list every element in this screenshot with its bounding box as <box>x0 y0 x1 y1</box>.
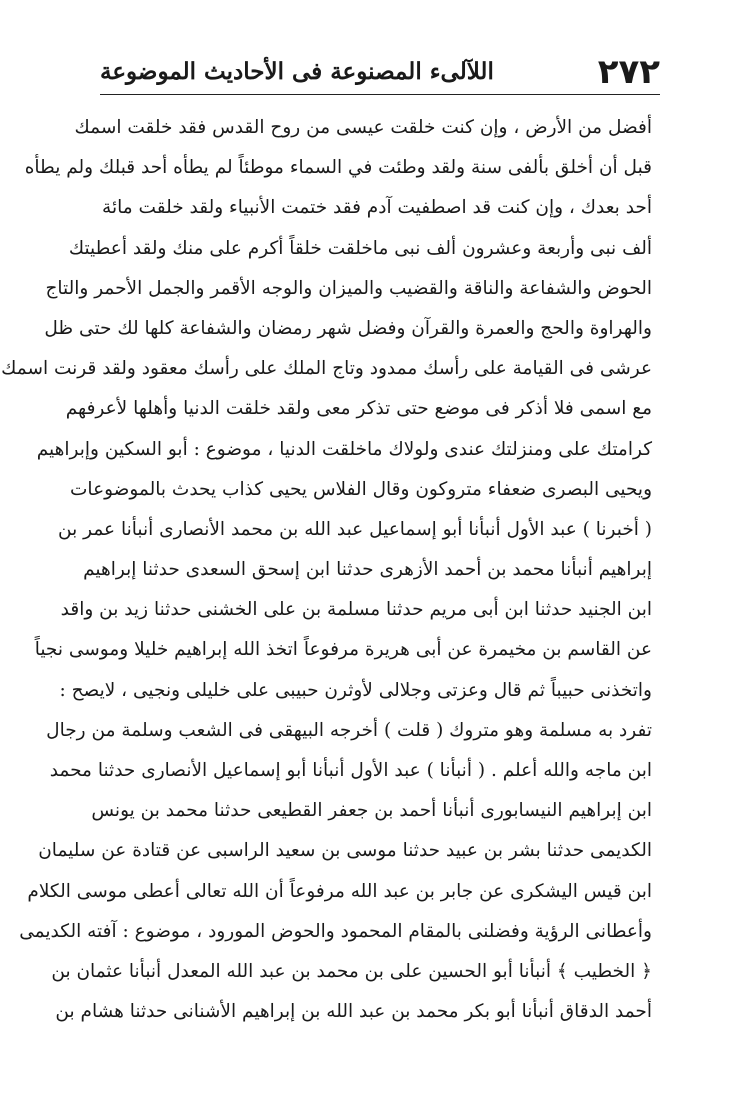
text-line: أفضل من الأرض ، وإن كنت خلقت عيسى من روح القدس فقد خلقت اسمك <box>74 117 652 138</box>
text-line: ألف نبى وأربعة وعشرون ألف نبى ماخلقت خلقاً أكرم على منك ولقد أعطيتك <box>68 237 652 259</box>
page-header <box>100 50 660 92</box>
text-line: ابن قيس اليشكرى عن جابر بن عبد الله مرفوعاً أن الله تعالى أعطى موسى الكلام <box>27 880 652 902</box>
text-line: الكديمى حدثنا بشر بن عبيد حدثنا موسى بن سعيد الراسبى عن قتادة عن سليمان <box>38 840 652 862</box>
text-line: مع اسمى فلا أذكر فى موضع حتى تذكر معى ولقد خلقت الدنيا وأهلها لأعرفهم <box>65 398 652 420</box>
text-line: ( أخبرنا ) عبد الأول أنبأنا أبو إسماعيل عبد الله بن محمد الأنصارى أنبأنا عمر بن <box>58 518 652 540</box>
body-text <box>1 108 652 1032</box>
text-line: واتخذنى حبيباً ثم قال وعزتى وجلالى لأوثرن حبيبى على خليلى ونجيى ، لايصح : <box>59 679 652 701</box>
text-line: ﴿ الخطيب ﴾ أنبأنا أبو الحسين على بن محمد بن عبد الله المعدل أنبأنا عثمان بن <box>51 960 652 982</box>
text-line: قبل أن أخلق بألفى سنة ولقد وطئت في السماء موطئاً لم يطأه أحد قبلك ولم يطأه <box>24 157 652 179</box>
text-line: إبراهيم أنبأنا محمد بن أحمد الأزهرى حدثنا ابن إسحق السعدى حدثنا إبراهيم <box>83 559 652 581</box>
text-line: والهراوة والحج والعمرة والقرآن وفضل شهر رمضان والشفاعة كلها لك حتى ظل <box>44 317 652 339</box>
text-line: ابن إبراهيم النيسابورى أنبأنا أحمد بن جعفر القطيعى حدثنا محمد بن يونس <box>91 800 652 822</box>
text-line: وأعطانى الرؤية وفضلنى بالمقام المحمود والحوض المورود ، موضوع : آفته الكديمى <box>19 920 652 942</box>
text-line: أحمد الدقاق أنبأنا أبو بكر محمد بن عبد الله بن إبراهيم الأشنانى حدثنا هشام بن <box>55 1001 652 1023</box>
text-line: ابن ماجه والله أعلم . ( أنبأنا ) عبد الأول أنبأنا أبو إسماعيل الأنصارى حدثنا محمد <box>49 760 652 781</box>
text-line: ويحيى البصرى ضعفاء متروكون وقال الفلاس يحيى كذاب يحدث بالموضوعات <box>70 478 652 500</box>
header-rule <box>100 94 660 95</box>
text-line: تفرد به مسلمة وهو متروك ( قلت ) أخرجه البيهقى فى الشعب وسلمة من رجال <box>46 719 652 741</box>
text-line: عرشى فى القيامة على رأسك ممدود وتاج الملك على رأسك معقود ولقد قرنت اسمك <box>1 358 652 380</box>
running-title: اللآلىء المصنوعة فى الأحاديث الموضوعة <box>100 58 494 85</box>
text-line: الحوض والشفاعة والناقة والقضيب والميزان والوجه الأقمر والجمل الأحمر والتاج <box>45 277 652 299</box>
text-line: عن القاسم بن مخيمرة عن أبى هريرة مرفوعاً اتخذ الله إبراهيم خليلا وموسى نجياً <box>34 639 652 661</box>
page-number: ٢٧٢ <box>597 52 660 92</box>
text-line: ابن الجنيد حدثنا ابن أبى مريم حدثنا مسلمة بن على الخشنى حدثنا زيد بن واقد <box>60 599 652 621</box>
text-line: أحد بعدك ، وإن كنت قد اصطفيت آدم فقد ختمت الأنبياء ولقد خلقت مائة <box>102 197 652 219</box>
text-line: كرامتك على ومنزلتك عندى ولولاك ماخلقت الدنيا ، موضوع : أبو السكين وإبراهيم <box>36 438 652 460</box>
